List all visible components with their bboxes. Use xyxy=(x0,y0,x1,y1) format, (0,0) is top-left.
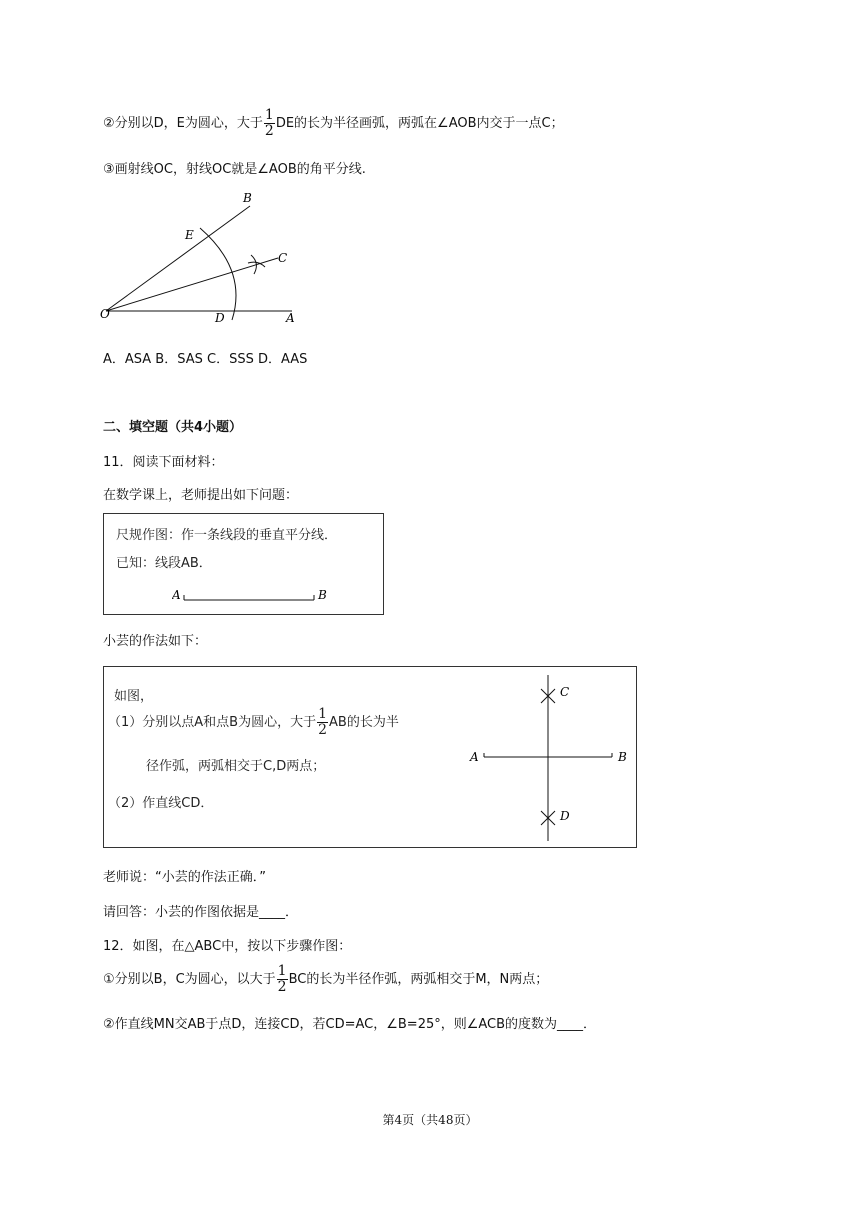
label-b: B xyxy=(243,191,252,205)
label-d: D xyxy=(215,311,225,325)
label-a: A xyxy=(286,311,295,325)
segment-ab-figure xyxy=(172,584,337,608)
page-footer: 第4页（共48页） xyxy=(382,1113,478,1127)
q12-step1: ①分别以B，C为圆心，以大于 $\frac{1}{2}$ BC的长为半径作弧，两弧相交于M，N两点； xyxy=(103,963,549,995)
box2-line4: （2）作直线CD． xyxy=(108,796,214,811)
q11-context: 在数学课上，老师提出如下问题： xyxy=(103,488,299,503)
q11-question: 请回答：小芸的作图依据是____． xyxy=(103,905,299,920)
box2-line3: 径作弧，两弧相交于C,D两点； xyxy=(146,759,326,774)
fig-label-d: D xyxy=(560,809,570,823)
fraction-half: $\frac{1}{2}$ xyxy=(264,107,274,139)
box1-line2: 已知：线段AB． xyxy=(116,556,212,571)
seg-label-b: B xyxy=(318,588,327,602)
q11-teacher: 老师说：“小芸的作法正确．” xyxy=(103,870,266,885)
angle-bisector-figure xyxy=(100,190,300,325)
fig-label-c: C xyxy=(560,685,570,699)
seg-label-a: A xyxy=(172,588,181,602)
box2-line2: （1）分别以点A和点B为圆心，大于 $\frac{1}{2}$ AB的长为半 xyxy=(108,706,399,738)
q11-method-intro: 小芸的作法如下： xyxy=(103,634,208,649)
label-e: E xyxy=(185,228,194,242)
box1-line1: 尺规作图：作一条线段的垂直平分线． xyxy=(116,528,338,543)
q12-intro: 12．如图，在△ABC中，按以下步骤作图： xyxy=(103,939,352,954)
fraction-half-2: $\frac{1}{2}$ xyxy=(318,706,328,738)
method-box xyxy=(103,666,637,848)
q10-step2: ②分别以D，E为圆心，大于 $\frac{1}{2}$ DE的长为半径画弧，两弧在∠AOB内交于一点C； xyxy=(103,107,564,139)
section-heading: 二、填空题（共4小题） xyxy=(103,420,243,435)
label-o: O xyxy=(100,307,110,321)
q11-intro: 11．阅读下面材料： xyxy=(103,455,224,470)
perpendicular-bisector-figure xyxy=(466,673,634,843)
box2-line1: 如图， xyxy=(114,689,154,704)
q12-step2: ②作直线MN交AB于点D，连接CD，若CD=AC，∠B=25°，则∠ACB的度数为____． xyxy=(103,1017,597,1032)
problem-box xyxy=(103,513,384,615)
fig-label-b: B xyxy=(618,750,627,764)
fraction-half-3: $\frac{1}{2}$ xyxy=(277,963,287,995)
q10-step3: ③画射线OC，射线OC就是∠AOB的角平分线. xyxy=(103,162,366,177)
q10-options: A．ASA B．SAS C．SSS D．AAS xyxy=(103,352,308,367)
label-c: C xyxy=(278,251,288,265)
fig-label-a: A xyxy=(470,750,479,764)
